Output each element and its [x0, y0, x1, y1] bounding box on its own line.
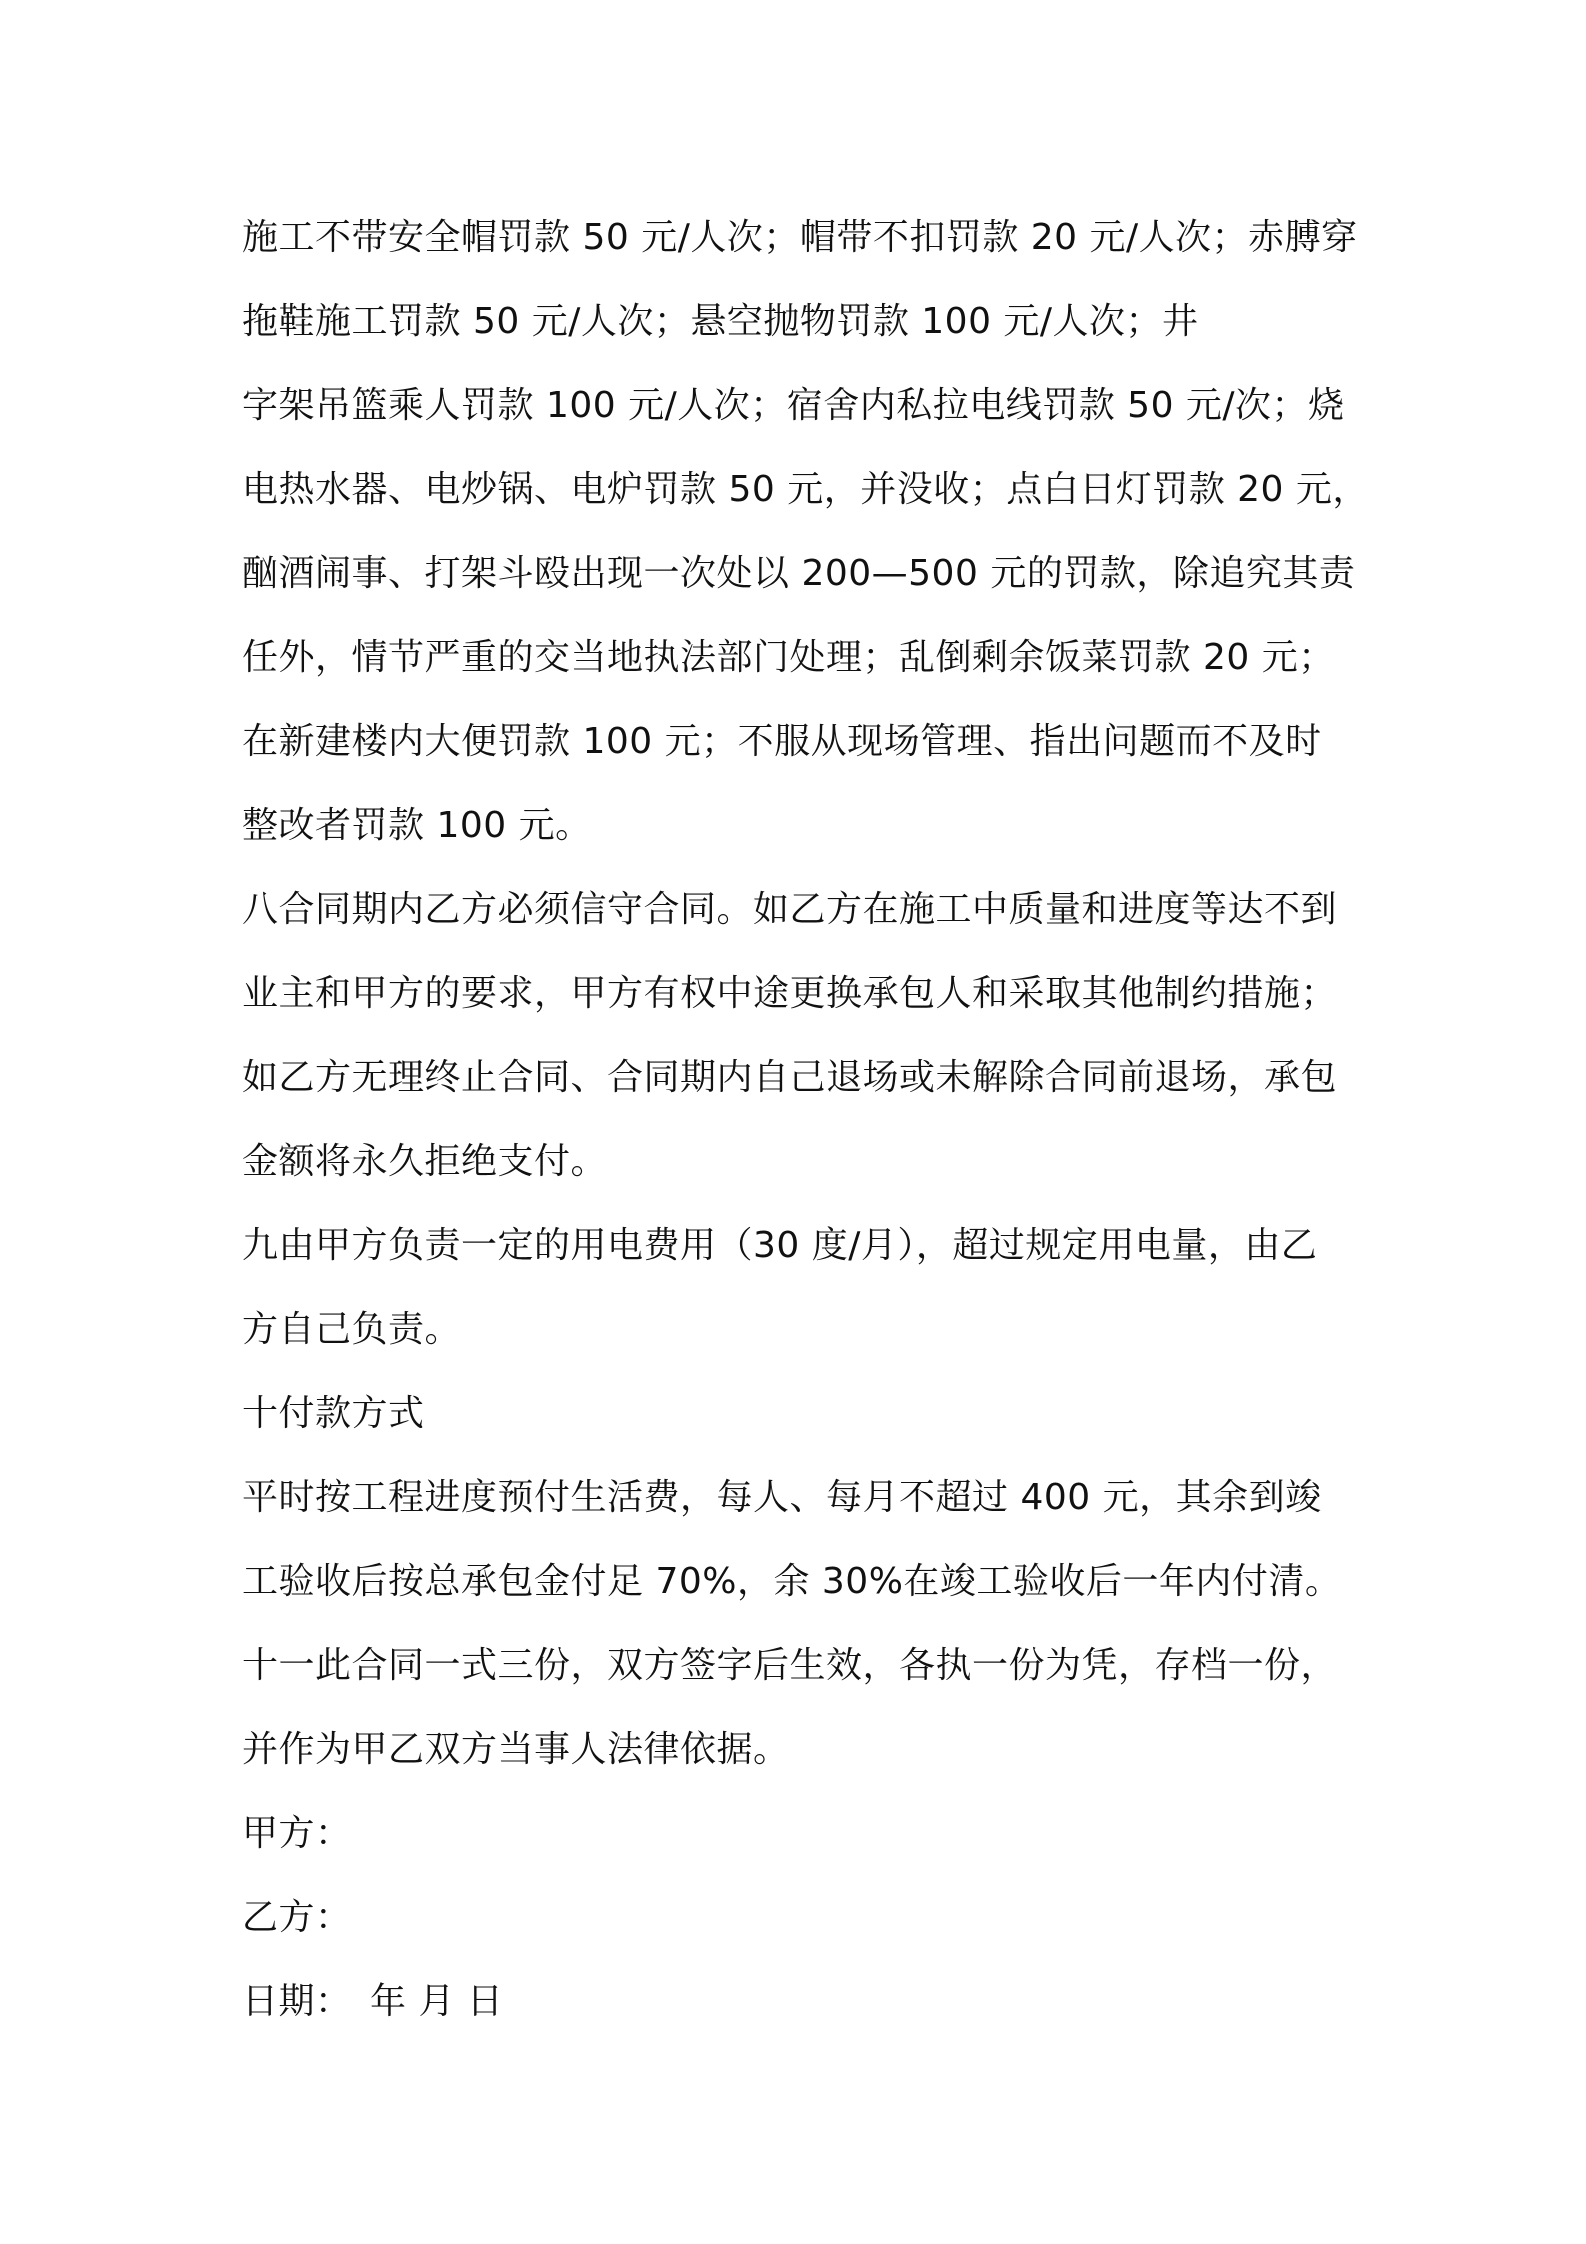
clause-8-line: 八合同期内乙方必须信守合同。如乙方在施工中质量和进度等达不到: [242, 889, 1338, 930]
text-line: 金额将永久拒绝支付。: [242, 1141, 608, 1182]
text-line: 拖鞋施工罚款 50 元/人次；悬空抛物罚款 100 元/人次；井: [242, 301, 1199, 342]
text-line: 在新建楼内大便罚款 100 元；不服从现场管理、指出问题而不及时: [242, 721, 1322, 762]
text-line: 酗酒闹事、打架斗殴出现一次处以 200—500 元的罚款，除追究其责: [242, 553, 1356, 594]
text-line: 并作为甲乙双方当事人法律依据。: [242, 1729, 790, 1770]
text-line: 字架吊篮乘人罚款 100 元/人次；宿舍内私拉电线罚款 50 元/次；烧: [242, 385, 1345, 426]
text-line: 整改者罚款 100 元。: [242, 805, 592, 846]
text-line: 平时按工程进度预付生活费，每人、每月不超过 400 元，其余到竣: [242, 1477, 1322, 1518]
text-line: 施工不带安全帽罚款 50 元/人次；帽带不扣罚款 20 元/人次；赤膊穿: [242, 217, 1358, 258]
text-line: 如乙方无理终止合同、合同期内自己退场或未解除合同前退场，承包: [242, 1057, 1338, 1098]
text-line: 工验收后按总承包金付足 70%，余 30%在竣工验收后一年内付清。: [242, 1561, 1342, 1602]
clause-9-line: 九由甲方负责一定的用电费用（30 度/月），超过规定用电量，由乙: [242, 1225, 1318, 1266]
party-b-signature-line: 乙方：: [242, 1897, 352, 1938]
text-line: 电热水器、电炒锅、电炉罚款 50 元，并没收；点白日灯罚款 20 元，: [242, 469, 1369, 510]
clause-11-line: 十一此合同一式三份，双方签字后生效，各执一份为凭，存档一份，: [242, 1645, 1338, 1686]
party-a-signature-line: 甲方：: [242, 1813, 352, 1854]
date-line: 日期： 年 月 日: [242, 1981, 504, 2022]
clause-10-heading: 十付款方式: [242, 1393, 425, 1434]
text-line: 方自己负责。: [242, 1309, 462, 1350]
text-line: 业主和甲方的要求，甲方有权中途更换承包人和采取其他制约措施；: [242, 973, 1338, 1014]
document-body: [242, 196, 1369, 2044]
text-line: 任外，情节严重的交当地执法部门处理；乱倒剩余饭菜罚款 20 元；: [242, 637, 1335, 678]
